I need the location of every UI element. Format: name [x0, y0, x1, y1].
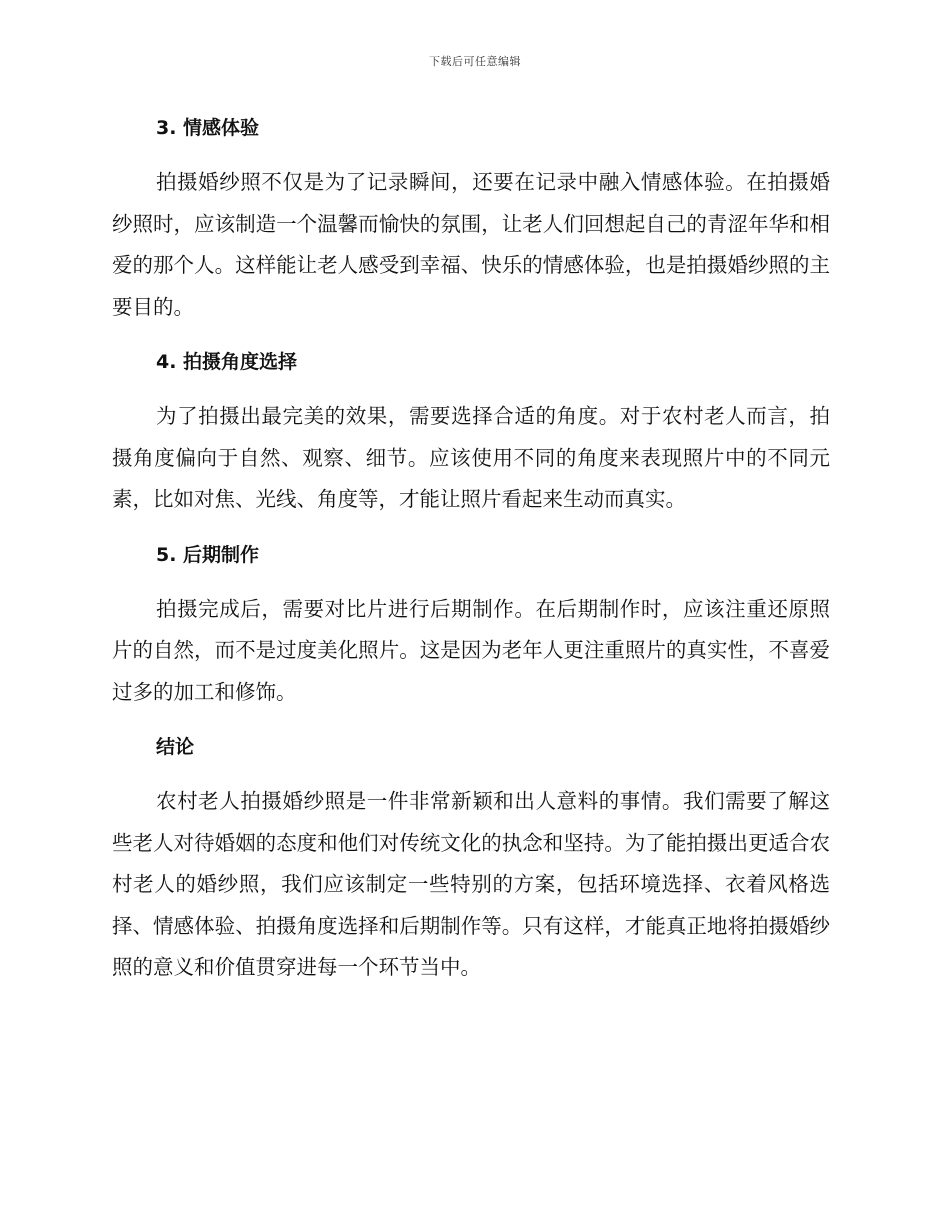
section-paragraph-emotional-experience: 拍摄婚纱照不仅是为了记录瞬间，还要在记录中融入情感体验。在拍摄婚纱照时，应该制造一个温馨而愉快的氛围，让老人们回想起自己的青涩年华和相爱的那个人。这样能让老人感受到幸福、快乐的情感体验，也是拍摄婚纱照的主要目的。 [112, 170, 830, 319]
section-heading-shooting-angle: 4. 拍摄角度选择 [156, 351, 298, 373]
document-body [112, 108, 830, 1003]
section-paragraph-conclusion: 农村老人拍摄婚纱照是一件非常新颖和出人意料的事情。我们需要了解这些老人对待婚姻的态度和他们对传统文化的执念和坚持。为了能拍摄出更适合农村老人的婚纱照，我们应该制定一些特别的方案，包括环境选择、衣着风格选择、情感体验、拍摄角度选择和后期制作等。只有这样，才能真正地将拍摄婚纱照的意义和价值贯穿进每一个环节当中。 [112, 789, 830, 979]
section-paragraph-shooting-angle: 为了拍摄出最完美的效果，需要选择合适的角度。对于农村老人而言，拍摄角度偏向于自然、观察、细节。应该使用不同的角度来表现照片中的不同元素，比如对焦、光线、角度等，才能让照片看起来生动而真实。 [112, 404, 830, 511]
section-heading-post-production: 5. 后期制作 [156, 543, 260, 566]
section-paragraph-post-production: 拍摄完成后，需要对比片进行后期制作。在后期制作时，应该注重还原照片的自然，而不是过度美化照片。这是因为老年人更注重照片的真实性，不喜爱过多的加工和修饰。 [112, 596, 830, 704]
section-heading-conclusion: 结论 [156, 736, 195, 758]
page-header: 下载后可任意编辑 [429, 55, 521, 68]
section-heading-emotional-experience: 3. 情感体验 [156, 117, 260, 139]
